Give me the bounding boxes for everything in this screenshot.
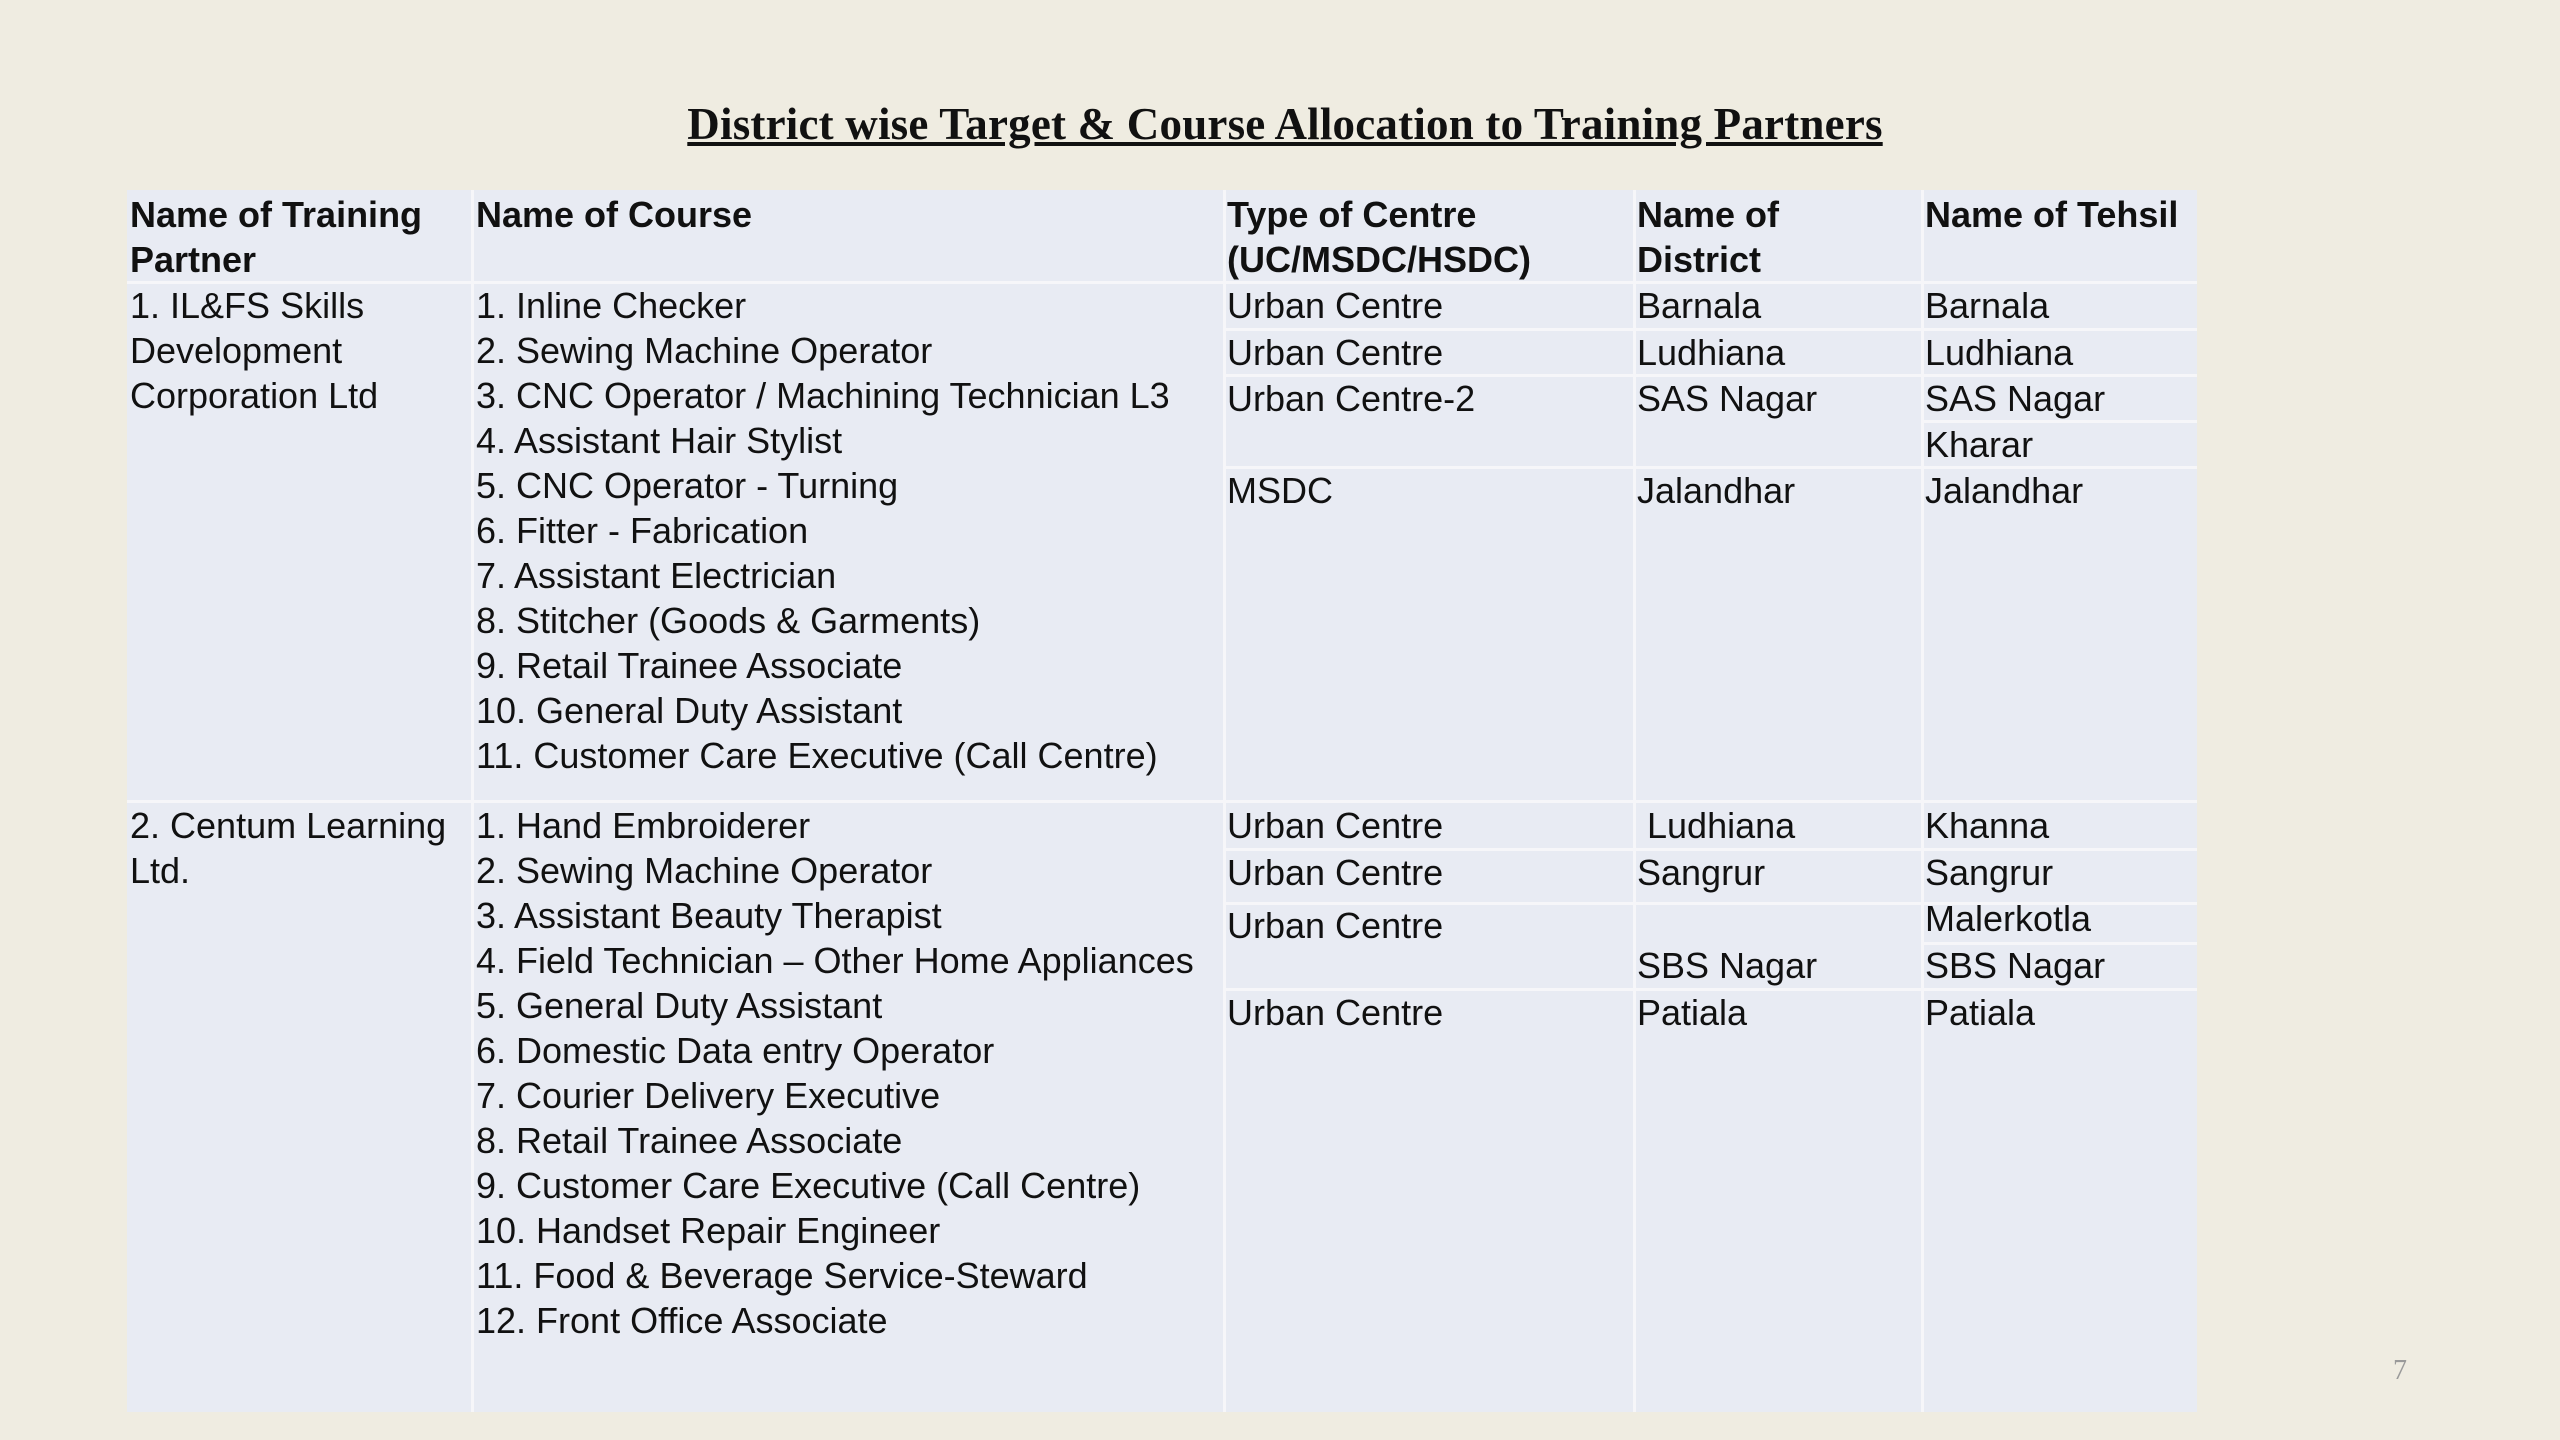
course-item: 2. Sewing Machine Operator [476,330,933,371]
centre-type-cell: Urban Centre-2 [1227,378,1476,419]
course-item: 10. General Duty Assistant [476,690,903,731]
course-item: 3. CNC Operator / Machining Technician L3 [476,375,1170,416]
header-line: Name of [1637,194,1780,235]
tehsil-cell: Ludhiana [1925,332,2074,373]
partner-name-line: 2. Centum Learning [130,805,447,846]
course-list [476,283,1170,778]
course-item: 4. Assistant Hair Stylist [476,420,843,461]
course-list [476,803,1194,1343]
centre-type-cell: Urban Centre [1227,285,1444,326]
course-item: 1. Hand Embroiderer [476,805,811,846]
centre-type-cell: MSDC [1227,470,1333,511]
course-item: 7. Assistant Electrician [476,555,837,596]
partner-name-line: Ltd. [130,850,191,891]
page-title: District wise Target & Course Allocation to Training Partners [687,99,1883,149]
centre-type-cell: Urban Centre [1227,905,1444,946]
course-item: 2. Sewing Machine Operator [476,850,933,891]
header-district [1637,192,1779,282]
partner-name-line: 1. IL&FS Skills [130,285,365,326]
header-course: Name of Course [476,194,753,235]
course-item: 5. General Duty Assistant [476,985,883,1026]
centre-type-cell: Urban Centre [1227,852,1444,893]
tehsil-cell: Patiala [1925,992,2036,1033]
district-cell: Jalandhar [1637,470,1796,511]
district-cell: SAS Nagar [1637,378,1818,419]
allocation-table [127,190,2197,1412]
course-item: 11. Food & Beverage Service-Steward [476,1255,1088,1296]
centre-type-cell: Urban Centre [1227,992,1444,1033]
tehsil-cell: Malerkotla [1925,898,2092,939]
header-training-partner [130,192,422,282]
tehsil-cell: SBS Nagar [1925,945,2106,986]
district-cell: Barnala [1637,285,1762,326]
course-item: 8. Retail Trainee Associate [476,1120,903,1161]
header-line: (UC/MSDC/HSDC) [1227,239,1531,280]
centre-type-cell: Urban Centre [1227,805,1444,846]
header-line: Name of Training [130,194,423,235]
header-tehsil: Name of Tehsil [1925,194,2179,235]
course-item: 4. Field Technician – Other Home Appliances [476,940,1194,981]
course-item: 8. Stitcher (Goods & Garments) [476,600,981,641]
header-centre-type [1227,192,1531,282]
partner-name-line: Development [130,330,343,371]
course-item: 6. Fitter - Fabrication [476,510,809,551]
district-cell: Patiala [1637,992,1748,1033]
tehsil-cell: Jalandhar [1925,470,2084,511]
course-item: 10. Handset Repair Engineer [476,1210,941,1251]
partner-name-line: Corporation Ltd [130,375,379,416]
course-item: 12. Front Office Associate [476,1300,888,1341]
course-item: 7. Courier Delivery Executive [476,1075,941,1116]
page-number: 7 [2393,1355,2407,1386]
header-line: Type of Centre [1227,194,1477,235]
tehsil-cell: Kharar [1925,424,2034,465]
tehsil-cell: Barnala [1925,285,2050,326]
course-item: 11. Customer Care Executive (Call Centre) [476,735,1158,776]
tehsil-cell: Khanna [1925,805,2050,846]
district-cell: Sangrur [1637,852,1766,893]
course-item: 3. Assistant Beauty Therapist [476,895,942,936]
partner-name [130,803,446,893]
course-item: 1. Inline Checker [476,285,747,326]
district-cell: SBS Nagar [1637,945,1818,986]
course-item: 9. Customer Care Executive (Call Centre) [476,1165,1141,1206]
tehsil-cell: Sangrur [1925,852,2054,893]
course-item: 6. Domestic Data entry Operator [476,1030,995,1071]
header-line: District [1637,239,1762,280]
district-cell: Ludhiana [1637,332,1786,373]
district-cell: Ludhiana [1637,805,1796,846]
partner-name [130,283,378,418]
course-item: 9. Retail Trainee Associate [476,645,903,686]
header-line: Partner [130,239,257,280]
tehsil-cell: SAS Nagar [1925,378,2106,419]
course-item: 5. CNC Operator - Turning [476,465,899,506]
centre-type-cell: Urban Centre [1227,332,1444,373]
